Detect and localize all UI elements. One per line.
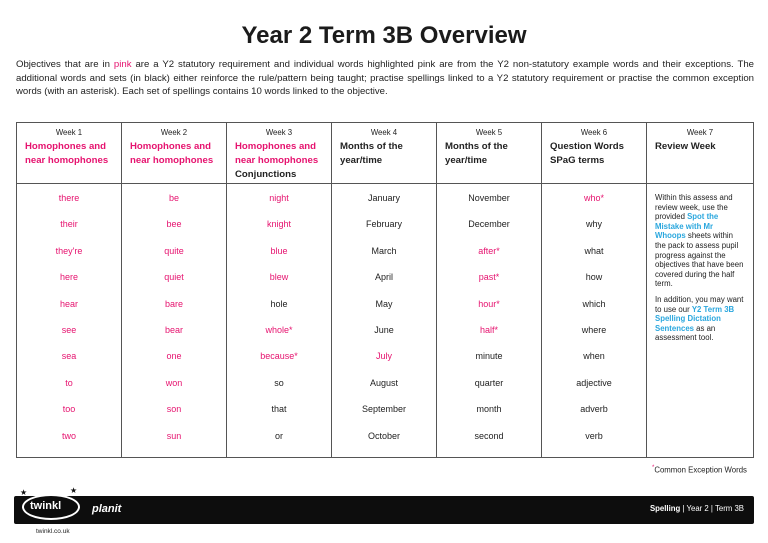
spelling-word: July (375, 351, 392, 362)
spelling-word: bee (166, 219, 182, 230)
spelling-word: too (62, 404, 76, 415)
spelling-word: November (468, 193, 510, 203)
spelling-word: they're (55, 245, 83, 256)
spelling-word: October (367, 430, 400, 441)
spelling-word: March (371, 245, 397, 256)
week-3-words (227, 184, 332, 458)
spelling-word: quarter (474, 377, 504, 388)
spelling-word: how (585, 272, 603, 283)
spelling-word: June (374, 324, 394, 335)
words-row (17, 184, 754, 458)
spelling-word: past* (478, 272, 500, 283)
spelling-word: September (361, 404, 407, 415)
week-5-words (437, 184, 542, 458)
week-1-header: Week 1 Homophones and near homophones (17, 123, 122, 184)
spelling-word: quiet (164, 272, 184, 283)
star-icon: ★ (70, 486, 78, 495)
spelling-word: why (585, 219, 602, 230)
spelling-word: hour* (478, 298, 500, 309)
spelling-word: month (476, 404, 502, 415)
spelling-word: what (584, 245, 604, 256)
spelling-word: August (369, 377, 399, 388)
footer-tag: Spelling | Year 2 | Term 3B (649, 504, 744, 513)
planit-brand: planit (92, 503, 122, 515)
spelling-word: hole (270, 298, 288, 309)
spelling-word: because* (260, 351, 298, 362)
spelling-word: April (374, 272, 393, 283)
spelling-word: whole* (265, 324, 293, 335)
twinkl-logo (18, 486, 86, 526)
spelling-word: their (60, 219, 78, 230)
spelling-word: May (375, 298, 393, 309)
spelling-word: second (474, 430, 504, 441)
spelling-word: verb (585, 430, 603, 441)
spelling-word: that (271, 404, 287, 415)
week-1-words (17, 184, 122, 458)
week-3-header: Week 3 Homophones and near homophones Conjunctions (227, 123, 332, 184)
spelling-word: won (165, 377, 183, 388)
spelling-word: where (581, 324, 607, 335)
week-5-header: Week 5 Months of the year/time (437, 123, 542, 184)
spelling-word: hear (59, 298, 78, 309)
review-week-notes (647, 184, 754, 458)
intro-text-1: Objectives that are in (16, 59, 114, 70)
spelling-word: one (166, 351, 182, 362)
spelling-word: blew (269, 272, 289, 283)
star-icon: ★ (20, 488, 28, 497)
week-6-words (542, 184, 647, 458)
spelling-word: when (583, 351, 605, 362)
week-4-words (332, 184, 437, 458)
spelling-word: February (365, 219, 402, 230)
page-title: Year 2 Term 3B Overview (241, 22, 527, 49)
spelling-word: adverb (580, 404, 608, 415)
overview-table (16, 122, 754, 458)
review-paragraph-1: Within this assess and review week, use the provided Spot the Mistake with Mr Whoops sheets within the pack to assess pupil progress against the objectives that have been covered during the half term. (655, 193, 744, 289)
footnote: *Common Exception Words (652, 465, 747, 475)
spelling-word: adjective (576, 377, 612, 388)
spelling-word: sun (166, 430, 182, 441)
header-row (17, 123, 754, 184)
spelling-word: who* (583, 193, 604, 203)
spelling-word: December (468, 219, 510, 230)
week-2-words (122, 184, 227, 458)
spelling-word: minute (475, 351, 503, 362)
spelling-word: blue (270, 245, 288, 256)
spelling-word: quite (164, 245, 184, 256)
intro-paragraph (16, 58, 754, 99)
week-6-header: Week 6 Question Words SPaG terms (542, 123, 647, 184)
spelling-word: bear (164, 324, 183, 335)
spelling-word: after* (478, 245, 500, 256)
spelling-word: see (61, 324, 77, 335)
intro-pink-word: pink (113, 59, 132, 70)
spelling-word: son (166, 404, 182, 415)
review-paragraph-2: In addition, you may want to use our Y2 Term 3B Spelling Dictation Sentences as an assessment tool. (655, 294, 744, 343)
spelling-word: which (582, 298, 606, 309)
spelling-word: so (274, 377, 284, 388)
spelling-word: half* (479, 324, 498, 335)
spelling-word: January (367, 193, 401, 203)
spelling-word: to (65, 377, 73, 388)
week-7-header: Week 7 Review Week (647, 123, 754, 184)
week-4-header: Week 4 Months of the year/time (332, 123, 437, 184)
spelling-word: two (61, 430, 76, 441)
spelling-word: be (168, 193, 179, 203)
dictation-sentences-link[interactable]: Y2 Term 3B Spelling Dictation Sentences (655, 304, 735, 333)
logo-text: twinkl (30, 500, 62, 512)
spelling-word: here (59, 272, 78, 283)
intro-text-2: are a Y2 statutory requirement and individual words highlighted pink are from the Y2 non-statutory example words and their exceptions. The additional words and sets (in black) either reinforce the rule/pattern being taught; practise spellings linked to a Y2 statutory requirement or practise the common exception words (with an asterisk). Each set of spellings contains 10 words linked to the objective. (16, 59, 754, 98)
week-2-header: Week 2 Homophones and near homophones (122, 123, 227, 184)
spelling-word: night (269, 193, 289, 203)
spelling-word: there (58, 193, 80, 203)
spot-the-mistake-link[interactable]: Spot the Mistake with Mr Whoops (655, 212, 719, 241)
footer-bar (14, 496, 754, 524)
spelling-word: sea (61, 351, 77, 362)
spelling-word: or (274, 430, 283, 441)
site-url: twinkl.co.uk (36, 528, 70, 535)
spelling-word: bare (164, 298, 183, 309)
spelling-word: knight (266, 219, 292, 230)
